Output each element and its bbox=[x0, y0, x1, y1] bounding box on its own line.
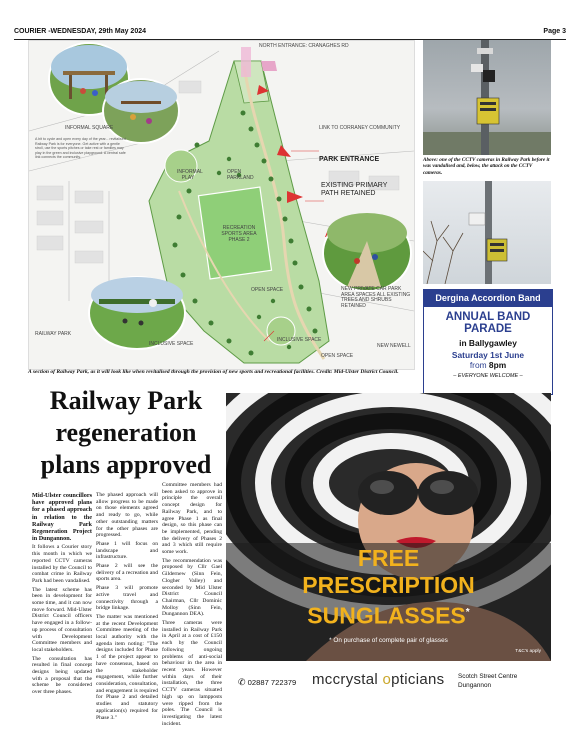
parade-time bbox=[424, 360, 552, 370]
map-label-park-entrance: PARK ENTRANCE bbox=[319, 156, 380, 163]
brand-part-1: mccrystal bbox=[312, 671, 383, 688]
cctv-photo-after bbox=[423, 181, 551, 284]
publication-date: COURIER -WEDNESDAY, 29th May 2024 bbox=[14, 28, 147, 35]
map-label-inclusive-space: INCLUSIVE SPACE bbox=[277, 337, 322, 343]
play-area-photo bbox=[103, 79, 179, 143]
map-label-existing-path: EXISTING PRIMARY PATH RETAINED bbox=[321, 182, 388, 197]
ad-asterisk: * bbox=[465, 607, 470, 618]
cctv-caption: Above: one of the CCTV cameras in Railway Park before it was vandalised and, below, the attack on the CCTV cameras. bbox=[423, 157, 550, 176]
ad-phone bbox=[238, 677, 296, 688]
ad-address-line1: Scotch Street Centre bbox=[458, 673, 518, 680]
ad-headline-line2: PRESCRIPTION bbox=[302, 572, 475, 598]
ad-phone-number: 02887 722379 bbox=[247, 678, 297, 687]
brand-part-3: pticians bbox=[391, 671, 445, 688]
cctv-photo-before bbox=[423, 40, 551, 155]
map-label-open-space-2: OPEN SPACE bbox=[321, 353, 354, 359]
ad-offer-terms: * On purchase of complete pair of glasses bbox=[329, 637, 448, 644]
article-paragraph: The latest scheme has been in development for some time, and it can now move forward. Mid-Ulster District Council officers have engaged in a follow-up process of consultation with Development Committee members and local stakeholders. bbox=[32, 586, 92, 653]
park-walk-photo bbox=[89, 277, 185, 349]
parade-time-prefix: from bbox=[469, 360, 487, 370]
article-paragraph: The recommendation was proposed by Cllr Gael Gildernew (Sinn Fein, Clogher Valley) and seconded by Mid Ulster District Council Chairman, Cllr Dominic Molloy (Sinn Fein, Dungannon DEA). bbox=[162, 557, 222, 618]
article-paragraph: It follows a Courier story this month in which we reported CCTV cameras installed by the Council to combat crime in Railway Park had been vandalised. bbox=[32, 544, 92, 584]
article-paragraph: Phase 1 will focus on landscape and infrastructure. bbox=[96, 540, 158, 561]
map-caption: A section of Railway Park, as it will look like when revitalised through the provision of new sports and recreational facilities. Credit: Mid-Ulster District Council. bbox=[28, 369, 399, 375]
ad-address-line2: Dungannon bbox=[458, 681, 492, 689]
ad-brand-logo bbox=[312, 671, 444, 688]
map-label-open-space: OPEN SPACE bbox=[251, 287, 284, 293]
ad-footer bbox=[226, 661, 551, 707]
article-paragraph: Committee members had been asked to approve in principle the overall concept design for Railway Park, and to agree Phase 1 as final design, so this phase can be implemented, pending the delivery of Phases 2 and 3 which still require some work. bbox=[162, 482, 222, 556]
map-label-informal-play: INFORMAL PLAY bbox=[177, 169, 203, 181]
ad-headline-line1: FREE bbox=[357, 545, 420, 571]
phone-icon: ✆ bbox=[238, 677, 246, 687]
parade-place: in Ballygawley bbox=[459, 338, 517, 348]
article-column-2 bbox=[96, 492, 158, 723]
ad-headline-line3-text: SUNGLASSES bbox=[307, 602, 466, 629]
article-column-1 bbox=[32, 492, 92, 698]
parade-welcome: – EVERYONE WELCOME – bbox=[453, 373, 523, 379]
map-label-inclusive-space-2: INCLUSIVE SPACE bbox=[149, 341, 194, 347]
parade-date: Saturday 1st June bbox=[451, 350, 525, 360]
ad-headline-line3 bbox=[226, 599, 551, 630]
map-label-open-parkland: OPEN PARKLAND bbox=[227, 169, 254, 181]
ad-tc: T&C's apply bbox=[515, 649, 541, 654]
article-column-3 bbox=[162, 482, 222, 729]
article-headline: Railway Park regeneration plans approved bbox=[40, 386, 212, 479]
map-blurb: A bit to cycle and open every day of the year... revitalised Railway Park is for everyone. Get active with a gentle stroll, use the sports pitches or take rest or families may play in the green and inclusive playground. A central safe link connects the community. bbox=[35, 137, 126, 160]
article-paragraph: The phased approach will allow progress to be made on those elements agreed and ready to go, while other outstanding matters for the other phases are progressed. bbox=[96, 492, 158, 539]
article-paragraph: Phase 2 will see the delivery of a recreation and sports area. bbox=[96, 563, 158, 583]
page-number: Page 3 bbox=[543, 28, 566, 35]
map-label-north: NORTH ENTRANCE: CRANAGHES RD bbox=[259, 43, 349, 49]
article-paragraph: Phase 3 will promote active travel and connectivity through a bridge linkage. bbox=[96, 585, 158, 612]
map-label-parking: NEW PRIVATE CAR PARK AREA SPACES ALL EXISTING TREES AND SHRUBS RETAINED bbox=[341, 286, 411, 309]
cyclists-photo bbox=[323, 213, 411, 291]
map-label-railway-park: RAILWAY PARK bbox=[35, 331, 72, 337]
map-label-recreation: RECREATION SPORTS AREA PHASE 2 bbox=[221, 225, 257, 243]
article-paragraph: The matter was mentioned at the recent Development Committee meeting of the local authority with the agenda item noting: "The designs included for Phase 1 of the project appear to have consensus, based on the stakeholder engagement, while further consideration, consultation, and engagement is required for Phase 2 and detailed studies and statutory application(s) required for Phase 3." bbox=[96, 613, 158, 721]
ad-address bbox=[458, 673, 517, 690]
parade-title: ANNUAL BAND PARADE bbox=[445, 311, 531, 335]
article-paragraph: Three cameras were installed in Railway Park in April at a cost of £150 each by the Council following ongoing problems of anti-social behaviour in the area in recent years. However within days of their installation, the three CCTV cameras situated high up on lampposts were ripped from the poles. The Council is investigating the latest incident. bbox=[162, 620, 222, 727]
brand-part-2: o bbox=[382, 671, 392, 688]
park-plan-map bbox=[28, 40, 415, 370]
map-label-new-newell: NEW NEWELL bbox=[377, 343, 411, 349]
park-plan-drawing bbox=[29, 41, 414, 369]
accordion-band-ad bbox=[423, 289, 553, 395]
map-label-informal-square: INFORMAL SQUARE bbox=[65, 125, 114, 131]
sunglasses-ad bbox=[226, 393, 551, 707]
parade-time-value: 8pm bbox=[488, 360, 507, 370]
article-lead: Mid-Ulster councillors have approved plans for a phased approach in relation to the Railway Park Regeneration Project in Dungannon. bbox=[32, 492, 92, 543]
band-name: Dergina Accordion Band bbox=[424, 290, 552, 307]
map-label-link: LINK TO CORRANEY COMMUNITY bbox=[319, 125, 401, 131]
article-paragraph: The consultation has resulted in final concept designs being updated with a proposal that the scheme be considered over three phases. bbox=[32, 655, 92, 696]
ad-headline bbox=[226, 545, 551, 630]
